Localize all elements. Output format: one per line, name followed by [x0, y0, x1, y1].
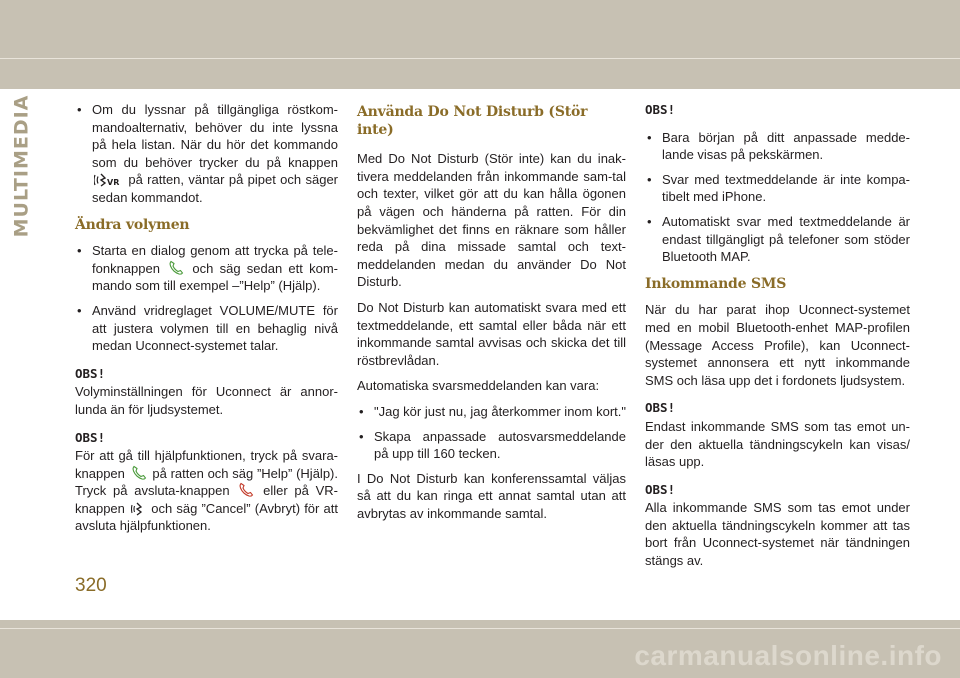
note-label: OBS! — [645, 102, 676, 117]
list-item: • Använd vridreglaget VOLUME/MUTE för att justera volymen till en behaglig nivå medan Uconnect-systemet talar. — [75, 302, 338, 355]
voice-recognition-icon — [131, 502, 145, 516]
paragraph: Automatiska svarsmeddelanden kan vara: — [357, 378, 600, 394]
section-tab-label: MULTIMEDIA — [10, 94, 33, 238]
list-item: • Skapa anpassade autosvarsmeddelande på upp till 160 tecken. — [357, 428, 626, 463]
column-3 — [645, 101, 910, 578]
page-number: 320 — [75, 575, 107, 596]
section-heading: Använda Do Not Disturb (Stör inte) — [357, 104, 588, 138]
phone-icon — [131, 465, 147, 481]
list-item: • Bara början på ditt anpassade medde-lande visas på pekskärmen. — [645, 129, 910, 164]
paragraph: I Do Not Disturb kan konferenssamtal väljas så att du kan ringa ett annat samtal utan att avbrytas av inkommande samtal. — [357, 470, 626, 521]
note-text: Endast inkommande SMS som tas emot un-der den aktuella tändningscykeln kan visas/ läsas upp. — [645, 418, 910, 470]
paragraph: Do Not Disturb kan automatiskt svara med ett textmeddelande, ett samtal eller båda när ett inkommande samtal avvisas och skicka det till röstbrevlådan. — [357, 299, 626, 368]
section-heading: Ändra volymen — [75, 216, 190, 233]
note-label: OBS! — [75, 365, 106, 381]
list-item: • Automatiskt svar med textmeddelande är endast tillgängligt på telefoner som stöder Bluetooth MAP. — [645, 213, 910, 266]
section-tab — [2, 96, 40, 236]
voice-recognition-icon — [94, 173, 122, 187]
top-band — [0, 0, 960, 89]
note-text: Volyminställningen för Uconnect är annor-lunda än för ljudsystemet. — [75, 384, 338, 417]
column-2 — [357, 101, 626, 530]
section-heading: Inkommande SMS — [645, 275, 787, 292]
list-item: • "Jag kör just nu, jag återkommer inom kort." — [357, 403, 626, 421]
watermark: carmanualsonline.info — [634, 640, 942, 671]
paragraph: När du har parat ihop Uconnect-systemet med en mobil Bluetooth-enhet MAP-profilen (Message Access Profile), kan Uconnect-systemet annonsera ett nytt inkommande SMS och läsa upp det i fordonets ljudsystem. — [645, 302, 910, 388]
note-label: OBS! — [75, 429, 106, 445]
svg-text:VR: VR — [107, 178, 120, 188]
phone-icon — [238, 482, 254, 498]
column-1 — [75, 101, 338, 543]
note-text: För att gå till hjälpfunktionen, tryck på svara-knappen på ratten och säg ”Help” (Hjälp). Tryck på avsluta-knappen eller på VR-knappen och säg ”Cancel” (Avbryt) för att avsluta hjälpfunktionen. — [75, 448, 338, 534]
list-item: • Starta en dialog genom att trycka på tele-fonknappen och säg sedan ett kom-mando som till exempel –”Help” (Hjälp). — [75, 242, 338, 295]
note-text: Alla inkommande SMS som tas emot under den aktuella tändningscykeln kommer att tas bort från Uconnect-systemet när tändningen stängs av. — [645, 500, 910, 569]
note-label: OBS! — [645, 400, 676, 416]
list-item: • Svar med textmeddelande är inte kompa-tibelt med iPhone. — [645, 171, 910, 206]
paragraph: Med Do Not Disturb (Stör inte) kan du inak-tivera meddelanden från inkommande sam-tal och texter, vilket gör att du kan hålla ögonen på vägen och händerna på ratten. För din bekvämlighet det finns en räknare som håller reda på dina missade samtal och text-meddelanden medan du använder Do Not Disturb. — [357, 151, 626, 290]
note-label: OBS! — [645, 481, 676, 497]
phone-icon — [168, 260, 184, 276]
list-item: • Om du lyssnar på tillgängliga röstkom-mandoalternativ, behöver du inte lyssna på hela listan. När du hör det kommando som du behöver trycker du på knappen VR på ratten, väntar på pipet och säger sedan kommandot. — [75, 101, 338, 207]
